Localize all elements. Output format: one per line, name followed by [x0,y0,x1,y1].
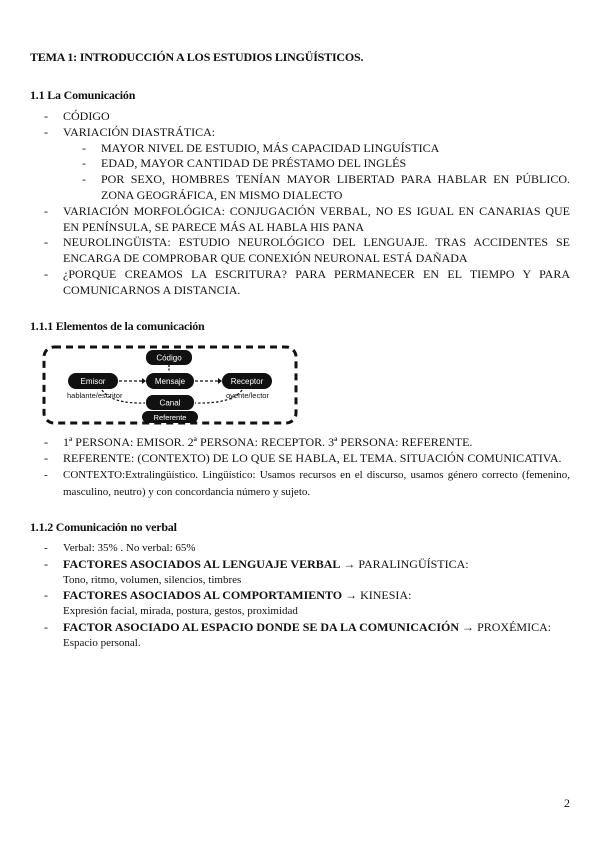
node-emisor-label: Emisor [80,377,106,386]
factor-description: Expresión facial, mirada, postura, gestos, proximidad [63,605,298,618]
no-verbal-list [30,541,570,652]
list-item: - CÓDIGO [30,109,570,125]
sublist-item: - POR SEXO, HOMBRES TENÍAN MAYOR LIBERTAD PARA HABLAR EN PÚBLICO. ZONA GEOGRÁFICA, EN MISMO DIALECTO [63,172,570,204]
section-heading-no-verbal: 1.1.2 Comunicación no verbal [30,520,177,534]
sublist-item: - EDAD, MAYOR CANTIDAD DE PRÉSTAMO DEL INGLÉS [63,156,570,172]
node-canal-label: Canal [159,398,181,408]
section-heading-elementos: 1.1.1 Elementos de la comunicación [30,319,205,333]
list-item: - NEUROLINGÜISTA: ESTUDIO NEUROLÓGICO DEL LENGUAJE. TRAS ACCIDENTES SE ENCARGA DE COMPROBAR QUE CONEXIÓN NEURONAL ESTÁ DAÑADA [30,235,570,267]
factor-label: FACTOR ASOCIADO AL ESPACIO DONDE SE DA LA COMUNICACIÓN → [63,619,475,634]
node-mensaje-label: Mensaje [154,377,186,386]
sublist-item: - MAYOR NIVEL DE ESTUDIO, MÁS CAPACIDAD LINGUÍSTICA [63,141,570,157]
section-heading-comunicacion: 1.1 La Comunicación [30,88,136,102]
factor-value: PROXÉMICA: [477,619,552,634]
label-oyente: oyente/lector [226,391,269,400]
node-codigo-label: Código [156,353,182,363]
factor-description: Espacio personal. [63,636,141,649]
factor-label: FACTORES ASOCIADOS AL LENGUAJE VERBAL [63,556,341,571]
list-item: - 1ª PERSONA: EMISOR. 2ª PERSONA: RECEPTOR. 3ª PERSONA: REFERENTE. [30,435,570,451]
comunicacion-list [30,109,570,299]
list-item: - REFERENTE: (CONTEXTO) DE LO QUE SE HABLA, EL TEMA. SITUACIÓN COMUNICATIVA. [30,451,570,467]
list-item: - Verbal: 35% . No verbal: 65% [30,541,570,557]
factor-label: FACTORES ASOCIADOS AL COMPORTAMIENTO → [63,588,358,603]
communication-diagram [42,344,298,426]
label-hablante: hablante/escritor [67,391,123,400]
factor-value: → PARALINGÜÍSTICA: [343,556,469,571]
factor-description: Tono, ritmo, volumen, silencios, timbres [63,573,242,586]
page-number: 2 [564,796,570,810]
list-item-label: VARIACIÓN DIASTRÁTICA: [63,124,216,139]
elementos-list [30,435,570,501]
list-item: - CONTEXTO:Extralingüístico. Lingüístico: Usamos recursos en el discurso, usamos género correcto (femenino, masculino, neutro) y con concordancia número y sujeto. [30,467,570,501]
node-receptor-label: Receptor [230,377,264,386]
list-item: - VARIACIÓN MORFOLÓGICA: CONJUGACIÓN VERBAL, NO ES IGUAL EN CANARIAS QUE EN PENÍNSULA, SE PARECE MÁS AL HABLA HIS PANA [30,204,570,236]
node-referente-label: Referente [153,413,187,422]
list-item [30,557,570,589]
arrow-head [142,378,146,384]
diastratica-sublist [63,141,570,204]
list-item: - ¿PORQUE CREAMOS LA ESCRITURA? PARA PERMANECER EN EL TIEMPO Y PARA COMUNICARNOS A DISTANCIA. [30,267,570,299]
list-item [30,125,570,204]
arrow-head [218,378,222,384]
factor-value: KINESIA: [360,588,412,603]
list-item [30,620,570,652]
list-item [30,588,570,620]
document-title: TEMA 1: INTRODUCCIÓN A LOS ESTUDIOS LINGÜÍSTICOS. [30,50,364,64]
